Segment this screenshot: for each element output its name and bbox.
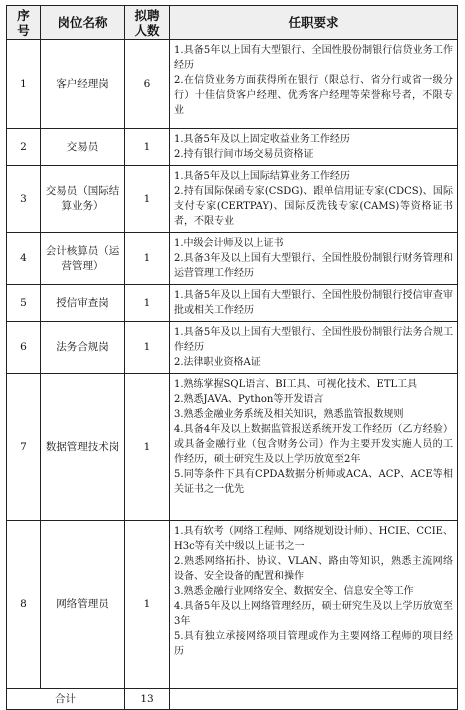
row-requirements: [170, 322, 458, 374]
requirement-item: 2.持有银行间市场交易员资格证: [174, 149, 314, 160]
recruitment-table-container: [6, 5, 457, 710]
row-position-name: 交易员: [41, 129, 125, 166]
table-row: [7, 129, 458, 166]
row-headcount: 1: [125, 322, 170, 374]
total-label: 合计: [7, 689, 125, 710]
row-requirements: [170, 521, 458, 689]
table-row: [7, 322, 458, 374]
requirement-item: 1.具备5年及以上国际结算业务工作经历: [174, 171, 350, 182]
row-position-name: 客户经理岗: [41, 40, 125, 129]
row-headcount: 1: [125, 285, 170, 322]
requirement-item: 4.具备4年及以上数据监管报送系统开发工作经历（乙方经验）或具备金融行业（包含财务公司）作为主要开发实施人员的工作经历，硕士研究生及以上学历放宽至2年: [174, 424, 453, 465]
row-position-name: 授信审查岗: [41, 285, 125, 322]
row-position-name: 数据管理技术岗: [41, 374, 125, 521]
row-position-name: 法务合规岗: [41, 322, 125, 374]
table-row: [7, 285, 458, 322]
row-no: 8: [7, 521, 41, 689]
total-headcount: 13: [125, 689, 170, 710]
requirement-item: 2.熟悉网络拓扑、协议、VLAN、路由等知识，熟悉主流网络设备、安全设备的配置和操作: [174, 556, 453, 582]
total-requirements-empty: [170, 689, 458, 710]
table-row: [7, 166, 458, 233]
row-headcount: 1: [125, 374, 170, 521]
total-row: [7, 689, 458, 710]
row-no: 1: [7, 40, 41, 129]
row-requirements: [170, 166, 458, 233]
row-requirements: [170, 233, 458, 285]
requirement-item: 2.在信贷业务方面获得所在银行（限总行、省分行或省一级分行）十佳信贷客户经理、优秀客户经理等荣誉称号者，不限专业: [174, 75, 453, 116]
row-requirements: [170, 40, 458, 129]
requirement-item: 2.具备3年及以上国有大型银行、全国性股份制银行财务管理和运营管理工作经历: [174, 253, 453, 279]
requirement-item: 2.法律职业资格A证: [174, 357, 261, 368]
row-no: 3: [7, 166, 41, 233]
table-row: [7, 521, 458, 689]
row-headcount: 1: [125, 521, 170, 689]
row-headcount: 6: [125, 40, 170, 129]
requirement-item: 1.中级会计师及以上证书: [174, 238, 284, 249]
row-headcount: 1: [125, 233, 170, 285]
row-no: 6: [7, 322, 41, 374]
row-no: 7: [7, 374, 41, 521]
requirement-item: 2.熟悉JAVA、Python等开发语言: [174, 394, 324, 405]
requirement-item: 5.同等条件下具有CPDA数据分析师或ACA、ACP、ACE等相关证书之一优先: [174, 469, 453, 495]
row-requirements: [170, 285, 458, 322]
header-position-name: 岗位名称: [41, 6, 125, 40]
header-no: 序 号: [7, 6, 41, 40]
row-requirements: [170, 374, 458, 521]
row-position-name: 会计核算员（运营管理）: [41, 233, 125, 285]
requirement-item: 3.熟悉金融业务系统及相关知识，熟悉监管报数规则: [174, 409, 404, 420]
requirement-item: 1.具备5年及以上固定收益业务工作经历: [174, 134, 350, 145]
requirement-item: 1.熟练掌握SQL语言、BI工具、可视化技术、ETL工具: [174, 379, 418, 390]
header-requirements: 任职要求: [170, 6, 458, 40]
table-row: [7, 40, 458, 129]
requirement-item: 2.持有国际保函专家(CSDG)、跟单信用证专家(CDCS)、国际支付专家(CERTPAY)、国际反洗钱专家(CAMS)等资格证书者，不限专业: [174, 186, 453, 227]
row-position-name: 网络管理员: [41, 521, 125, 689]
row-no: 2: [7, 129, 41, 166]
table-header-row: [7, 6, 458, 40]
table-row: [7, 374, 458, 521]
requirement-item: 1.具有软考（网络工程师、网络规划设计师）、HCIE、CCIE、H3c等有关中级以上证书之一: [174, 526, 453, 552]
requirement-item: 3.熟悉金融行业网络安全、数据安全、信息安全等工作: [174, 586, 414, 597]
recruitment-table: [6, 5, 458, 710]
requirement-item: 1.具备5年及以上国有大型银行、全国性股份制银行法务合规工作经历: [174, 327, 453, 353]
requirement-item: 1.具备5年及以上国有大型银行、全国性股份制银行授信审查审批或相关工作经历: [174, 290, 453, 316]
requirement-item: 1.具备5年以上国有大型银行、全国性股份制银行信贷业务工作经历: [174, 45, 453, 71]
requirement-item: 5.具有独立承接网络项目管理或作为主要网络工程师的项目经历: [174, 631, 453, 657]
row-headcount: 1: [125, 166, 170, 233]
row-no: 4: [7, 233, 41, 285]
table-row: [7, 233, 458, 285]
row-position-name: 交易员（国际结算业务）: [41, 166, 125, 233]
row-no: 5: [7, 285, 41, 322]
row-requirements: [170, 129, 458, 166]
row-headcount: 1: [125, 129, 170, 166]
requirement-item: 4.具备5年及以上网络管理经历，硕士研究生及以上学历放宽至3年: [174, 601, 453, 627]
header-headcount: 拟聘 人数: [125, 6, 170, 40]
